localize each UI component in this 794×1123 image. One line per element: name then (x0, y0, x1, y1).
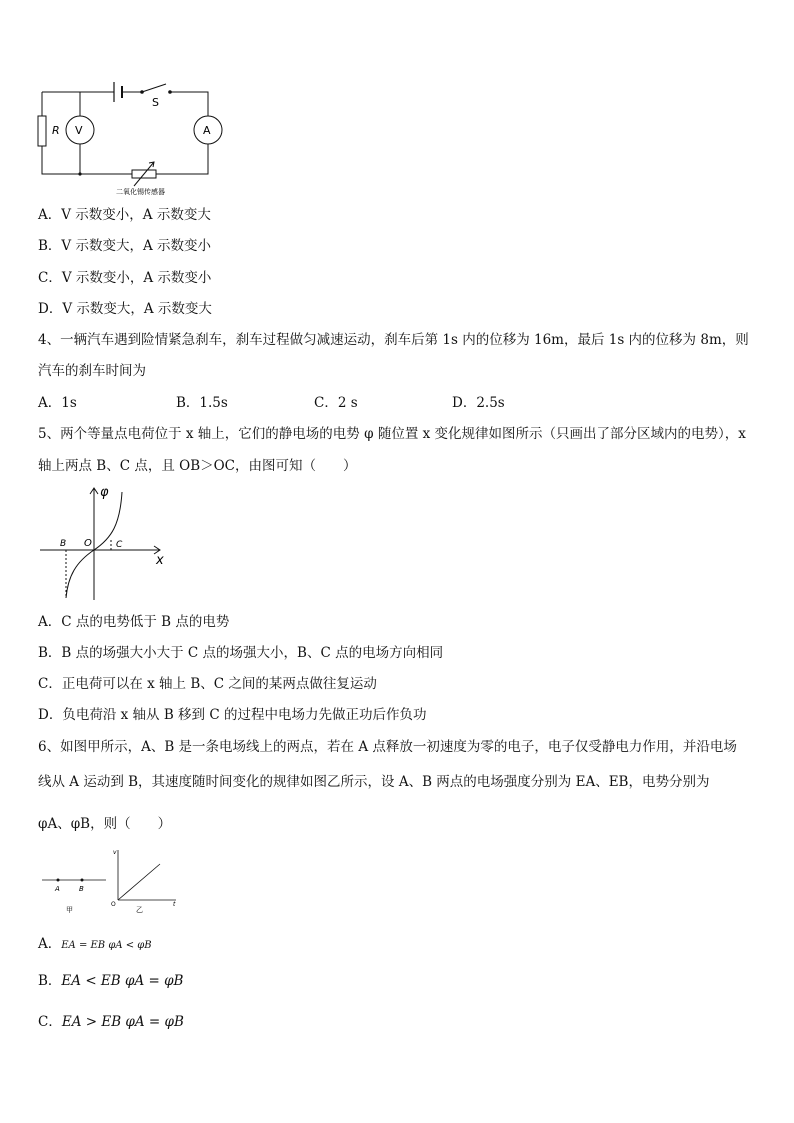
q5-option-d: D．负电荷沿 x 轴从 B 移到 C 的过程中电场力先做正功后作负功 (38, 707, 427, 723)
phi-axis-label: φ (100, 485, 109, 500)
q6-option-a: A．EA = EB φA < φB (38, 936, 152, 952)
fig6-figures (36, 842, 186, 916)
fig6-point-b: B (79, 885, 84, 893)
q5-stem-line2: 轴上两点 B、C 点，且 OB＞OC，由图可知（ ） (38, 458, 357, 474)
origin-label: O (84, 538, 92, 549)
q3-option-a: A．V 示数变小，A 示数变大 (38, 207, 211, 223)
fig6-caption-jia: 甲 (66, 906, 73, 914)
switch-label: S (152, 96, 159, 109)
q5-stem-line1: 5、两个等量点电荷位于 x 轴上，它们的静电场的电势 φ 随位置 x 变化规律如图所示（只画出了部分区域内的电势），x (38, 426, 746, 442)
q4-option-c: C．2 s (314, 395, 358, 411)
voltmeter-label: V (75, 124, 83, 137)
q5-option-b: B．B 点的场强大小大于 C 点的场强大小，B、C 点的电场方向相同 (38, 645, 444, 661)
q4-options (38, 394, 505, 412)
ammeter-label: A (203, 124, 211, 137)
resistor-label: R (52, 124, 60, 137)
fig6-caption-yi: 乙 (136, 906, 143, 914)
fig6-origin-label: O (111, 901, 116, 908)
point-c-label: C (116, 540, 123, 550)
q3-option-c: C．V 示数变小，A 示数变小 (38, 270, 212, 286)
q3-option-d: D．V 示数变大，A 示数变大 (38, 301, 212, 317)
q4-option-a: A．1s (38, 395, 77, 411)
point-b-label: B (60, 539, 67, 549)
q6-stem-line3: φA、φB，则（ ） (38, 816, 172, 832)
circuit-figure (30, 74, 230, 200)
q4-stem-line2: 汽车的刹车时间为 (38, 363, 146, 379)
q4-option-b: B．1.5s (176, 395, 228, 411)
x-axis-label: x (156, 553, 164, 568)
potential-graph (36, 480, 176, 606)
q6-stem-line2: 线从 A 运动到 B，其速度随时间变化的规律如图乙所示，设 A、B 两点的电场强度分别为 EA、EB，电势分别为 (38, 774, 710, 790)
q3-option-b: B．V 示数变大，A 示数变小 (38, 238, 212, 254)
sensor-label: 二氧化锡传感器 (116, 188, 165, 196)
fig6-point-a: A (55, 885, 60, 893)
q5-option-a: A．C 点的电势低于 B 点的电势 (38, 614, 230, 630)
q5-option-c: C．正电荷可以在 x 轴上 B、C 之间的某两点做往复运动 (38, 676, 377, 692)
q6-stem-line1: 6、如图甲所示，A、B 是一条电场线上的两点，若在 A 点释放一初速度为零的电子，电子仅受静电力作用，并沿电场 (38, 739, 737, 755)
fig6-t-label: t (173, 901, 176, 908)
fig6-v-label: v (113, 849, 117, 856)
q4-option-d: D．2.5s (452, 395, 505, 411)
q4-stem-line1: 4、一辆汽车遇到险情紧急刹车，刹车过程做匀减速运动，刹车后第 1s 内的位移为 16m，最后 1s 内的位移为 8m，则 (38, 332, 749, 348)
q6-option-c: C．EA > EB φA = φB (38, 1014, 184, 1030)
q6-option-b: B．EA < EB φA = φB (38, 973, 184, 989)
